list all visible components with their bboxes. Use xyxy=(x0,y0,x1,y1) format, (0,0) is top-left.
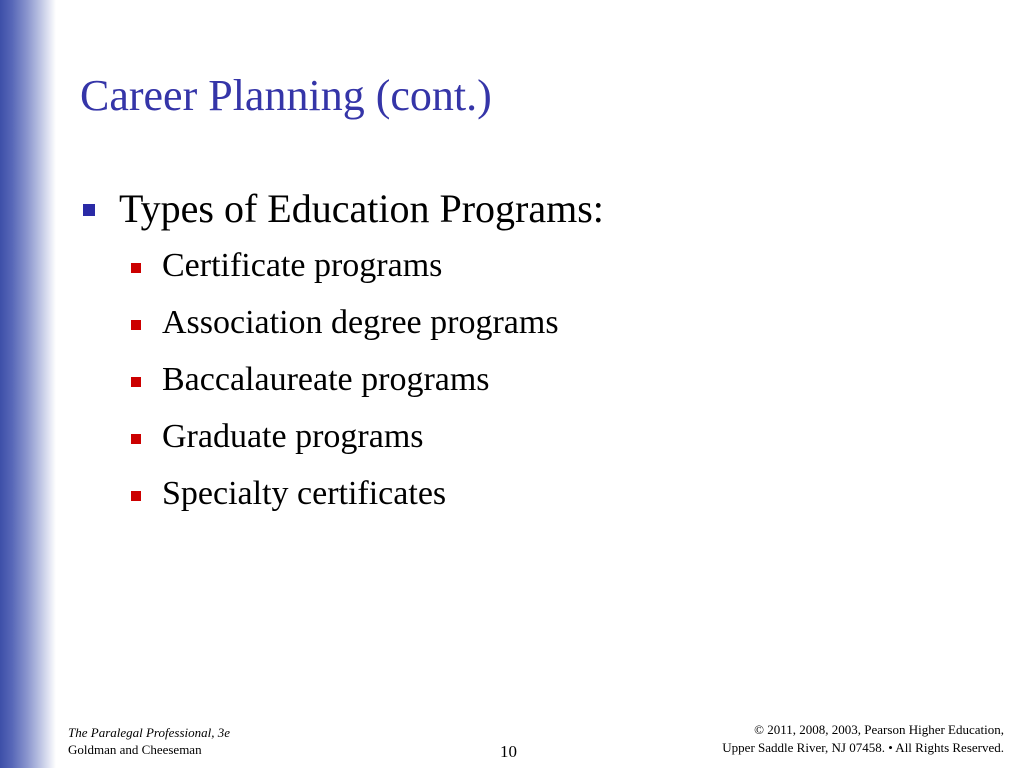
sub-bullet-text: Graduate programs xyxy=(162,418,424,455)
main-bullet-text: Types of Education Programs: xyxy=(119,186,604,231)
footer-copyright xyxy=(722,721,1004,757)
sub-bullet-text: Association degree programs xyxy=(162,304,559,341)
sub-bullet-text: Baccalaureate programs xyxy=(162,361,490,398)
footer-book-title: The Paralegal Professional, 3e xyxy=(68,725,231,740)
square-bullet-icon xyxy=(131,263,141,273)
square-bullet-icon xyxy=(131,320,141,330)
copyright-line-1: © 2011, 2008, 2003, Pearson Higher Education, xyxy=(754,722,1004,737)
copyright-line-2: Upper Saddle River, NJ 07458. • All Rights Reserved. xyxy=(722,740,1004,755)
footer-book-info xyxy=(68,724,230,758)
square-bullet-icon xyxy=(131,491,141,501)
square-bullet-icon xyxy=(131,377,141,387)
footer-authors: Goldman and Cheeseman xyxy=(68,742,202,757)
sub-bullet-text: Certificate programs xyxy=(162,247,443,284)
square-bullet-icon xyxy=(131,434,141,444)
left-decorative-band xyxy=(0,0,56,768)
slide-title: Career Planning (cont.) xyxy=(80,71,492,120)
sub-bullet-text: Specialty certificates xyxy=(162,475,447,512)
square-bullet-icon xyxy=(83,204,95,216)
page-number: 10 xyxy=(500,742,517,761)
